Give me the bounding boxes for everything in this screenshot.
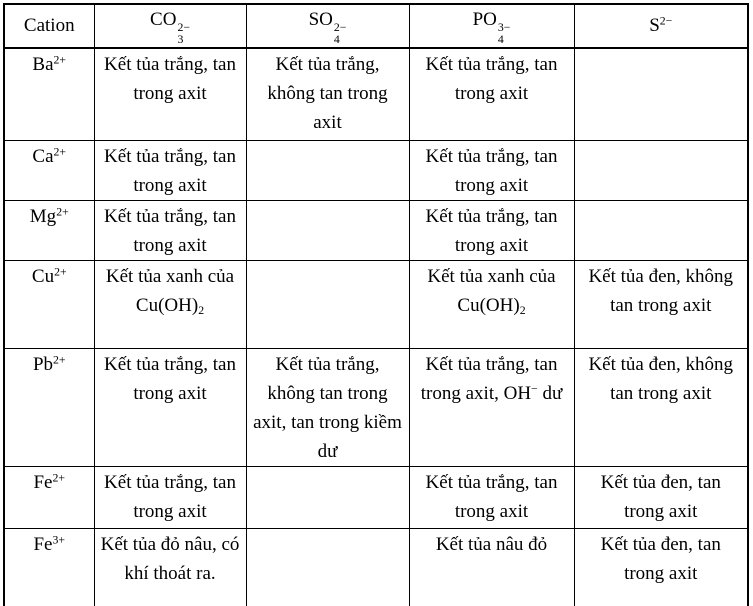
result-cell: Kết tủa trắng, không tan trong axit: [246, 48, 409, 141]
cation-cell: $Pb^{2+}$: [4, 349, 94, 467]
column-header-0: Cation: [4, 4, 94, 48]
formula-subsup: 3− 4: [497, 20, 511, 47]
result-cell: [574, 201, 748, 261]
result-cell: Kết tủa đen, không tan trong axit: [574, 261, 748, 349]
result-cell: Kết tủa trắng, tan trong axit: [409, 141, 574, 201]
result-cell: Kết tủa trắng, tan trong axit: [409, 201, 574, 261]
cation-cell: $Cu^{2+}$: [4, 261, 94, 349]
cation-cell: $Fe^{2+}$: [4, 467, 94, 529]
result-cell: [574, 141, 748, 201]
table-row-6: [4, 529, 748, 606]
cation-cell: $Mg^{2+}$: [4, 201, 94, 261]
result-cell: Kết tủa xanh của $Cu(OH)_2$: [409, 261, 574, 349]
table-row-2: [4, 201, 748, 261]
result-cell: Kết tủa đen, không tan trong axit: [574, 349, 748, 467]
header-row: [4, 4, 748, 48]
formula-subsup: 2− 3: [177, 20, 190, 47]
column-header-4: $S^{2-}$: [574, 4, 748, 48]
result-cell: Kết tủa trắng, tan trong axit: [409, 467, 574, 529]
cation-anion-table: [3, 3, 749, 606]
result-cell: Kết tủa trắng, không tan trong axit, tan trong kiềm dư: [246, 349, 409, 467]
table-row-4: [4, 349, 748, 467]
cation-cell: $Ca^{2+}$: [4, 141, 94, 201]
column-header-1: CO 2− 3: [94, 4, 246, 48]
result-cell: Kết tủa đen, tan trong axit: [574, 529, 748, 606]
result-cell: Kết tủa trắng, tan trong axit: [94, 467, 246, 529]
table-row-3: [4, 261, 748, 349]
result-cell: Kết tủa xanh của $Cu(OH)_2$: [94, 261, 246, 349]
result-cell: Kết tủa trắng, tan trong axit: [94, 48, 246, 141]
result-cell: Kết tủa trắng, tan trong axit: [94, 201, 246, 261]
table-header: [4, 4, 748, 48]
result-cell: Kết tủa đỏ nâu, có khí thoát ra.: [94, 529, 246, 606]
cation-cell: $Fe^{3+}$: [4, 529, 94, 606]
result-cell: Kết tủa trắng, tan trong axit: [94, 349, 246, 467]
result-cell: [574, 48, 748, 141]
cation-cell: $Ba^{2+}$: [4, 48, 94, 141]
result-cell: Kết tủa trắng, tan trong axit, OH− dư: [409, 349, 574, 467]
column-header-3: PO 3− 4: [409, 4, 574, 48]
result-cell: [246, 261, 409, 349]
result-cell: [246, 201, 409, 261]
result-cell: [246, 141, 409, 201]
column-header-2: SO 2− 4: [246, 4, 409, 48]
table-row-0: [4, 48, 748, 141]
result-cell: Kết tủa đen, tan trong axit: [574, 467, 748, 529]
result-cell: Kết tủa trắng, tan trong axit: [409, 48, 574, 141]
table-row-5: [4, 467, 748, 529]
table-row-1: [4, 141, 748, 201]
result-cell: [246, 467, 409, 529]
table-body: [4, 48, 748, 606]
formula-subsup: 2− 4: [333, 20, 347, 47]
result-cell: Kết tủa nâu đỏ: [409, 529, 574, 606]
result-cell: [246, 529, 409, 606]
result-cell: Kết tủa trắng, tan trong axit: [94, 141, 246, 201]
